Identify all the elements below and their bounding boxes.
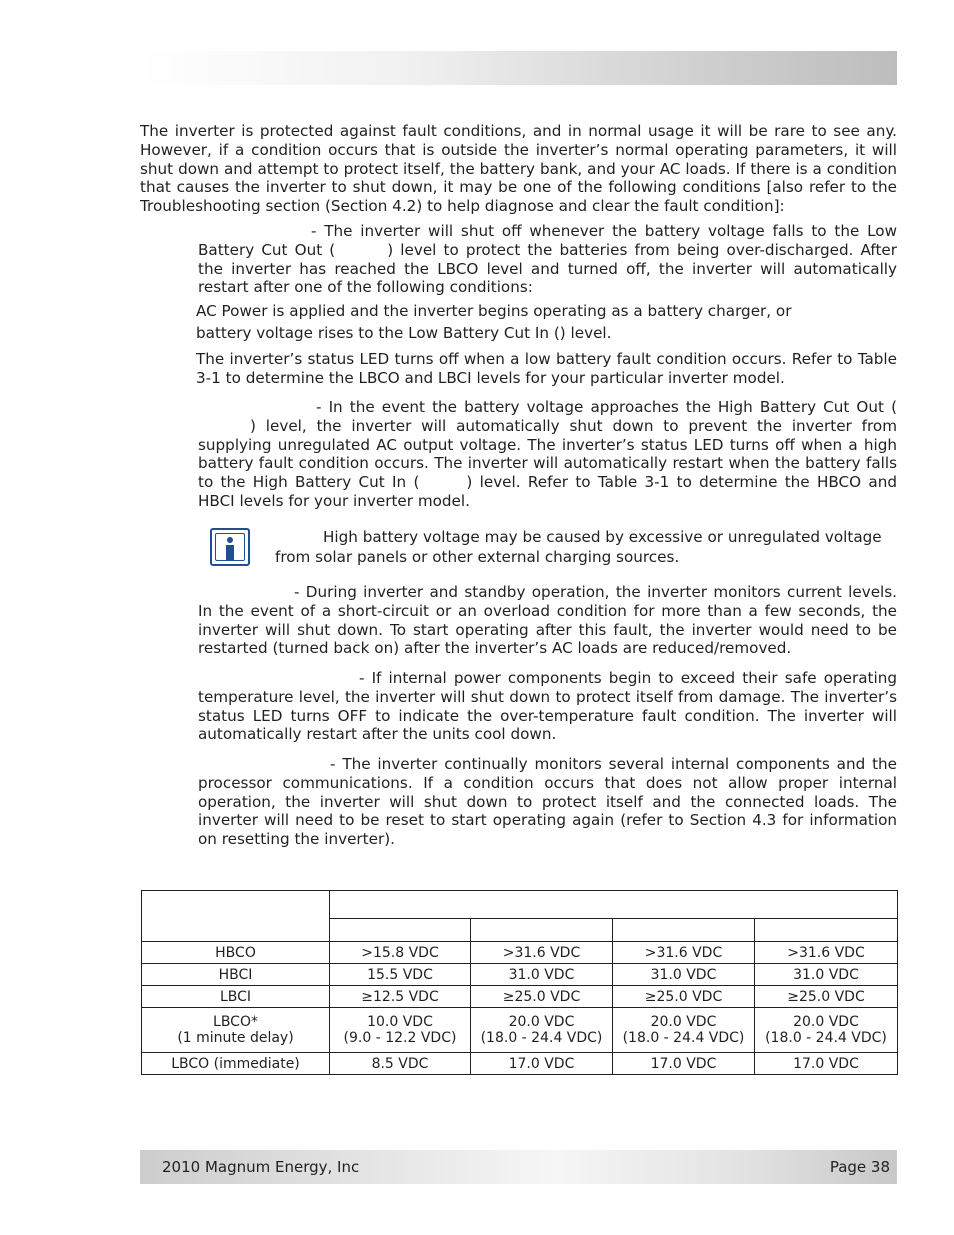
table-cell: >15.8 VDC (330, 942, 471, 964)
table-cell: ≥25.0 VDC (613, 986, 755, 1008)
table-cell: 20.0 VDC (18.0 - 24.4 VDC) (613, 1008, 755, 1053)
table-row (142, 942, 898, 964)
table-cell: 17.0 VDC (613, 1053, 755, 1075)
table-cell: 17.0 VDC (755, 1053, 898, 1075)
table-row-label: HBCI (142, 964, 330, 986)
high-battery-paragraph: - In the event the battery voltage approaches the High Battery Cut Out () level, the inverter will automatically shut down to prevent the inverter from supplying unregulated AC output voltage. The inverter’s status LED turns off when a high battery fault condition occurs. The inverter will automatically restart when the battery falls to the High Battery Cut In ( ) level. Refer to Table 3-1 to determine the HBCO and HBCI levels for your inverter model. (198, 398, 897, 510)
table-cell: 15.5 VDC (330, 964, 471, 986)
table-cell: ≥25.0 VDC (471, 986, 613, 1008)
table-cell: >31.6 VDC (613, 942, 755, 964)
table-row (142, 964, 898, 986)
table-row (142, 1053, 898, 1075)
table-subheader-cell (755, 919, 898, 942)
table-header-group-cell (330, 891, 898, 919)
footer-page-number: Page 38 (829, 1158, 890, 1176)
info-icon (210, 528, 250, 566)
table-cell: ≥25.0 VDC (755, 986, 898, 1008)
low-battery-paragraph: - The inverter will shut off whenever the battery voltage falls to the Low Battery Cut Out ( ) level to protect the batteries from being over-discharged. After the inverter has reached the LBCO level and turned off, the inverter will automatically restart after one of the following conditions: (198, 222, 898, 297)
table-row-label: HBCO (142, 942, 330, 964)
table-cell: 10.0 VDC (9.0 - 12.2 VDC) (330, 1008, 471, 1053)
table-subheader-cell (330, 919, 471, 942)
battery-levels-table (141, 890, 898, 1075)
table-cell: 31.0 VDC (471, 964, 613, 986)
table-cell: 31.0 VDC (613, 964, 755, 986)
table-cell: >31.6 VDC (471, 942, 613, 964)
table-cell: >31.6 VDC (755, 942, 898, 964)
table-cell: ≥12.5 VDC (330, 986, 471, 1008)
header-band (140, 51, 897, 85)
table-row-label: LBCO (immediate) (142, 1053, 330, 1075)
table-header-row (142, 891, 898, 919)
low-battery-condition-2: battery voltage rises to the Low Battery Cut In () level. (196, 324, 612, 342)
table-row-label: LBCO* (1 minute delay) (142, 1008, 330, 1053)
table-subheader-cell (613, 919, 755, 942)
table-cell: 20.0 VDC (18.0 - 24.4 VDC) (755, 1008, 898, 1053)
overload-paragraph: - During inverter and standby operation, the inverter monitors current levels. In the event of a short-circuit or an overload condition for more than a few seconds, the inverter will shut down. To start operating after this fault, the inverter would need to be restarted (turned back on) after the inverter’s AC loads are reduced/removed. (198, 583, 897, 658)
low-battery-condition-1: AC Power is applied and the inverter begins operating as a battery charger, or (196, 302, 792, 320)
table-row (142, 986, 898, 1008)
intro-paragraph: The inverter is protected against fault conditions, and in normal usage it will be rare to see any. However, if a condition occurs that is outside the inverter’s normal operating parameters, it will shut down and attempt to protect itself, the battery bank, and your AC loads. If there is a condition that causes the inverter to shut down, it may be one of the following conditions [also refer to the Troubleshooting section (Section 4.2) to help diagnose and clear the fault condition]: (140, 122, 897, 216)
low-battery-led-note: The inverter’s status LED turns off when a low battery fault condition occurs. Refer to Table 3-1 to determine the LBCO and LBCI levels for your particular inverter model. (196, 350, 897, 387)
table-row (142, 1008, 898, 1053)
table-cell: 20.0 VDC (18.0 - 24.4 VDC) (471, 1008, 613, 1053)
footer-company: 2010 Magnum Energy, Inc (162, 1158, 360, 1176)
info-note-line-2: from solar panels or other external charging sources. (275, 548, 680, 566)
info-note-line-1: High battery voltage may be caused by excessive or unregulated voltage (323, 528, 882, 546)
table-subheader-cell (471, 919, 613, 942)
table-cell: 31.0 VDC (755, 964, 898, 986)
over-temp-paragraph: - If internal power components begin to exceed their safe operating temperature level, the inverter will shut down to protect itself from damage. The inverter’s status LED turns OFF to indicate the over-temperature fault condition. The inverter will automatically restart after the units cool down. (198, 669, 897, 744)
internal-fault-paragraph: - The inverter continually monitors several internal components and the processor communications. If a condition occurs that does not allow proper internal operation, the inverter will shut down to protect itself and the connected loads. The inverter will need to be reset to start operating again (refer to Section 4.3 for information on resetting the inverter). (198, 755, 897, 849)
table-cell: 8.5 VDC (330, 1053, 471, 1075)
table-row-label: LBCI (142, 986, 330, 1008)
table-cell: 17.0 VDC (471, 1053, 613, 1075)
table-header-empty-cell (142, 891, 330, 942)
